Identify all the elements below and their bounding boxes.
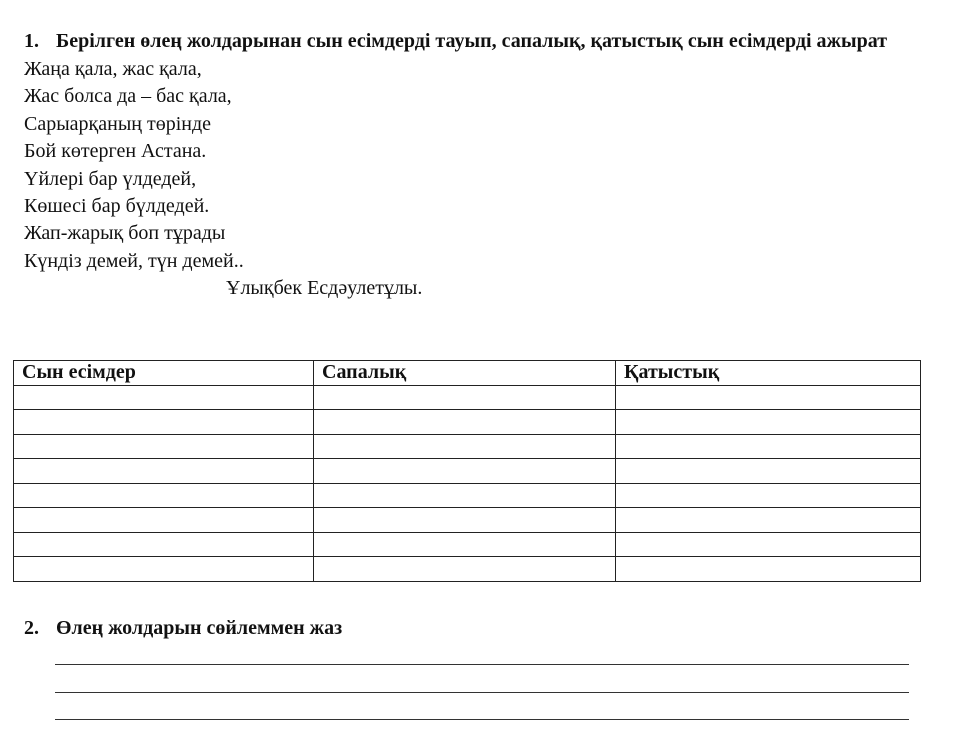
poem-author: Ұлықбек Есдәулетұлы. [226, 277, 423, 300]
poem-line: Көшесі бар бүлдедей. [24, 195, 210, 218]
answer-line[interactable] [55, 692, 909, 693]
column-header-relative: Қатыстық [616, 361, 921, 386]
table-row [14, 557, 921, 582]
poem-line: Күндіз демей, түн демей.. [24, 249, 244, 272]
table-cell[interactable] [314, 532, 616, 557]
table-cell[interactable] [14, 483, 314, 508]
table-body [14, 385, 921, 581]
task-1-instruction: Берілген өлең жолдарынан сын есімдерді тауып, сапалық, қатыстық сын есімдерді ажырат [56, 30, 888, 52]
table-cell[interactable] [314, 434, 616, 459]
table-row [14, 434, 921, 459]
poem-line: Сарыарқаның төрінде [24, 112, 212, 135]
answer-line[interactable] [55, 664, 909, 665]
poem [24, 56, 924, 303]
task-2-instruction: Өлең жолдарын сөйлеммен жаз [56, 617, 343, 639]
table-row [14, 459, 921, 484]
table-cell[interactable] [616, 385, 921, 410]
table-cell[interactable] [14, 459, 314, 484]
table-cell[interactable] [14, 410, 314, 435]
table-cell[interactable] [14, 557, 314, 582]
task-2 [24, 615, 924, 642]
table-cell[interactable] [616, 410, 921, 435]
answer-lines [55, 664, 909, 747]
poem-line: Бой көтерген Астана. [24, 140, 207, 163]
task-2-number: 2. [24, 617, 39, 639]
table-cell[interactable] [616, 557, 921, 582]
table-cell[interactable] [616, 532, 921, 557]
table-row [14, 508, 921, 533]
table-cell[interactable] [616, 434, 921, 459]
poem-line: Жас болса да – бас қала, [24, 85, 232, 108]
answer-line[interactable] [55, 719, 909, 720]
task-1-number: 1. [24, 30, 39, 52]
table-cell[interactable] [314, 508, 616, 533]
table-cell[interactable] [314, 410, 616, 435]
table-cell[interactable] [14, 532, 314, 557]
task-1 [24, 28, 924, 303]
task-2-heading [24, 615, 924, 642]
table-cell[interactable] [616, 483, 921, 508]
adjectives-table [13, 360, 921, 582]
poem-line: Жаңа қала, жас қала, [24, 58, 202, 80]
column-header-adjectives: Сын есімдер [14, 361, 314, 386]
table-cell[interactable] [14, 434, 314, 459]
table-cell[interactable] [314, 483, 616, 508]
table-row [14, 385, 921, 410]
column-header-qualitative: Сапалық [314, 361, 616, 386]
table-cell[interactable] [314, 385, 616, 410]
task-1-heading [24, 28, 924, 55]
table-cell[interactable] [616, 508, 921, 533]
table-cell[interactable] [14, 508, 314, 533]
table-row [14, 483, 921, 508]
table-cell[interactable] [14, 385, 314, 410]
table-row [14, 532, 921, 557]
poem-line: Жап-жарық боп тұрады [24, 222, 226, 245]
table-cell[interactable] [314, 459, 616, 484]
table-row [14, 410, 921, 435]
table-cell[interactable] [314, 557, 616, 582]
poem-line: Үйлері бар үлдедей, [24, 167, 197, 190]
table-header-row [14, 361, 921, 386]
table-cell[interactable] [616, 459, 921, 484]
